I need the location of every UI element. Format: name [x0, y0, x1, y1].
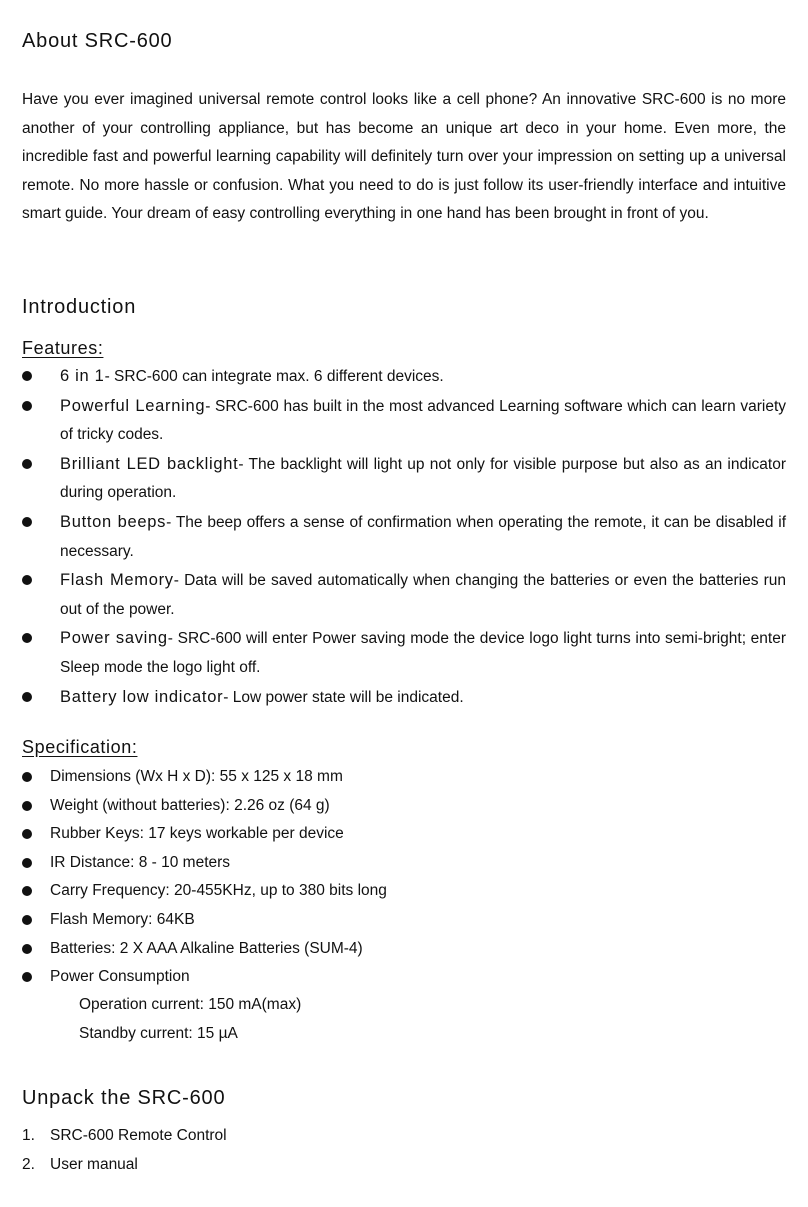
- spec-item: [22, 820, 786, 849]
- feature-item: [22, 566, 786, 624]
- bullet-icon: [22, 829, 32, 839]
- feature-item: [22, 450, 786, 508]
- spec-item: [22, 935, 786, 964]
- feature-term: Flash Memory: [60, 571, 174, 590]
- feature-text: - The backlight will light up not only for visible purpose but also as an indicator during operation.: [60, 455, 786, 502]
- spec-item: [22, 906, 786, 935]
- feature-text: - Low power state will be indicated.: [223, 688, 464, 706]
- feature-term: Battery low indicator: [60, 687, 224, 706]
- item-label: SRC-600 Remote Control: [50, 1127, 227, 1144]
- feature-text: - The beep offers a sense of confirmation when operating the remote, it can be disabled if necessary.: [60, 513, 786, 560]
- feature-term: 6 in 1: [60, 367, 105, 385]
- item-number: 1.: [22, 1127, 35, 1144]
- unpack-item: [22, 1151, 227, 1180]
- item-number: 2.: [22, 1155, 35, 1173]
- spec-text: Dimensions (Wx H x D): 55 x 125 x 18 mm: [50, 768, 343, 785]
- feature-text: - Data will be saved automatically when changing the batteries or even the batteries run out of the power.: [60, 572, 786, 618]
- spec-item: [22, 792, 786, 821]
- bullet-icon: [22, 801, 32, 811]
- bullet-icon: [22, 944, 32, 954]
- bullet-icon: [22, 517, 32, 527]
- features-list: [22, 362, 786, 712]
- feature-term: Power saving: [60, 629, 168, 648]
- features-heading: Features:: [22, 338, 104, 358]
- bullet-icon: [22, 633, 32, 643]
- spec-item: [22, 763, 786, 792]
- specification-heading: Specification:: [22, 737, 138, 757]
- unpack-list: [22, 1122, 227, 1179]
- feature-term: Brilliant LED backlight: [60, 454, 239, 473]
- bullet-icon: [22, 886, 32, 896]
- bullet-icon: [22, 915, 32, 925]
- bullet-icon: [22, 772, 32, 782]
- spec-text: Power Consumption: [50, 968, 190, 986]
- feature-text: - SRC-600 will enter Power saving mode the device logo light turns into semi-bright; enter Sleep mode the logo light off.: [60, 630, 786, 676]
- spec-item: [22, 963, 786, 992]
- about-heading: About SRC-600: [22, 30, 173, 52]
- feature-item: [22, 624, 786, 682]
- bullet-icon: [22, 858, 32, 868]
- item-label: User manual: [50, 1155, 138, 1173]
- feature-text: - SRC-600 can integrate max. 6 different devices.: [104, 368, 444, 385]
- introduction-heading: Introduction: [22, 296, 137, 318]
- unpack-item: [22, 1122, 227, 1151]
- bullet-icon: [22, 459, 32, 469]
- feature-item: [22, 683, 786, 713]
- bullet-icon: [22, 692, 32, 702]
- about-paragraph: Have you ever imagined universal remote control looks like a cell phone? An innovative SRC-600 is no more another of your controlling appliance, but has become an unique art deco in your home. Even more, the incredible fast and powerful learning capability will definitely turn over your impression on setting up a universal remote. No more hassle or confusion. What you need to do is just follow its user-friendly interface and intuitive smart guide. Your dream of easy controlling everything in one hand has been brought in front of you.: [22, 91, 786, 223]
- standby-current: Standby current: 15 µA: [79, 1025, 238, 1042]
- feature-item: [22, 392, 786, 450]
- feature-text: - SRC-600 has built in the most advanced Learning software which can learn variety of tricky codes.: [60, 397, 787, 444]
- feature-item: [22, 508, 786, 566]
- feature-term: Powerful Learning: [60, 396, 206, 415]
- spec-text: Weight (without batteries): 2.26 oz (64 g): [50, 796, 330, 814]
- feature-item: [22, 362, 786, 392]
- operation-current: Operation current: 150 mA(max): [79, 996, 302, 1013]
- feature-term: Button beeps: [60, 512, 167, 531]
- spec-item: [22, 849, 786, 878]
- spec-text: Flash Memory: 64KB: [50, 910, 195, 928]
- specification-list: [22, 763, 786, 992]
- bullet-icon: [22, 401, 32, 411]
- spec-text: Rubber Keys: 17 keys workable per device: [50, 825, 344, 843]
- spec-text: IR Distance: 8 - 10 meters: [50, 853, 231, 871]
- bullet-icon: [22, 972, 32, 982]
- bullet-icon: [22, 371, 32, 381]
- spec-text: Carry Frequency: 20-455KHz, up to 380 bits long: [50, 882, 387, 900]
- spec-text: Batteries: 2 X AAA Alkaline Batteries (SUM-4): [50, 939, 363, 957]
- spec-item: [22, 877, 786, 906]
- bullet-icon: [22, 575, 32, 585]
- unpack-heading: Unpack the SRC-600: [22, 1087, 226, 1109]
